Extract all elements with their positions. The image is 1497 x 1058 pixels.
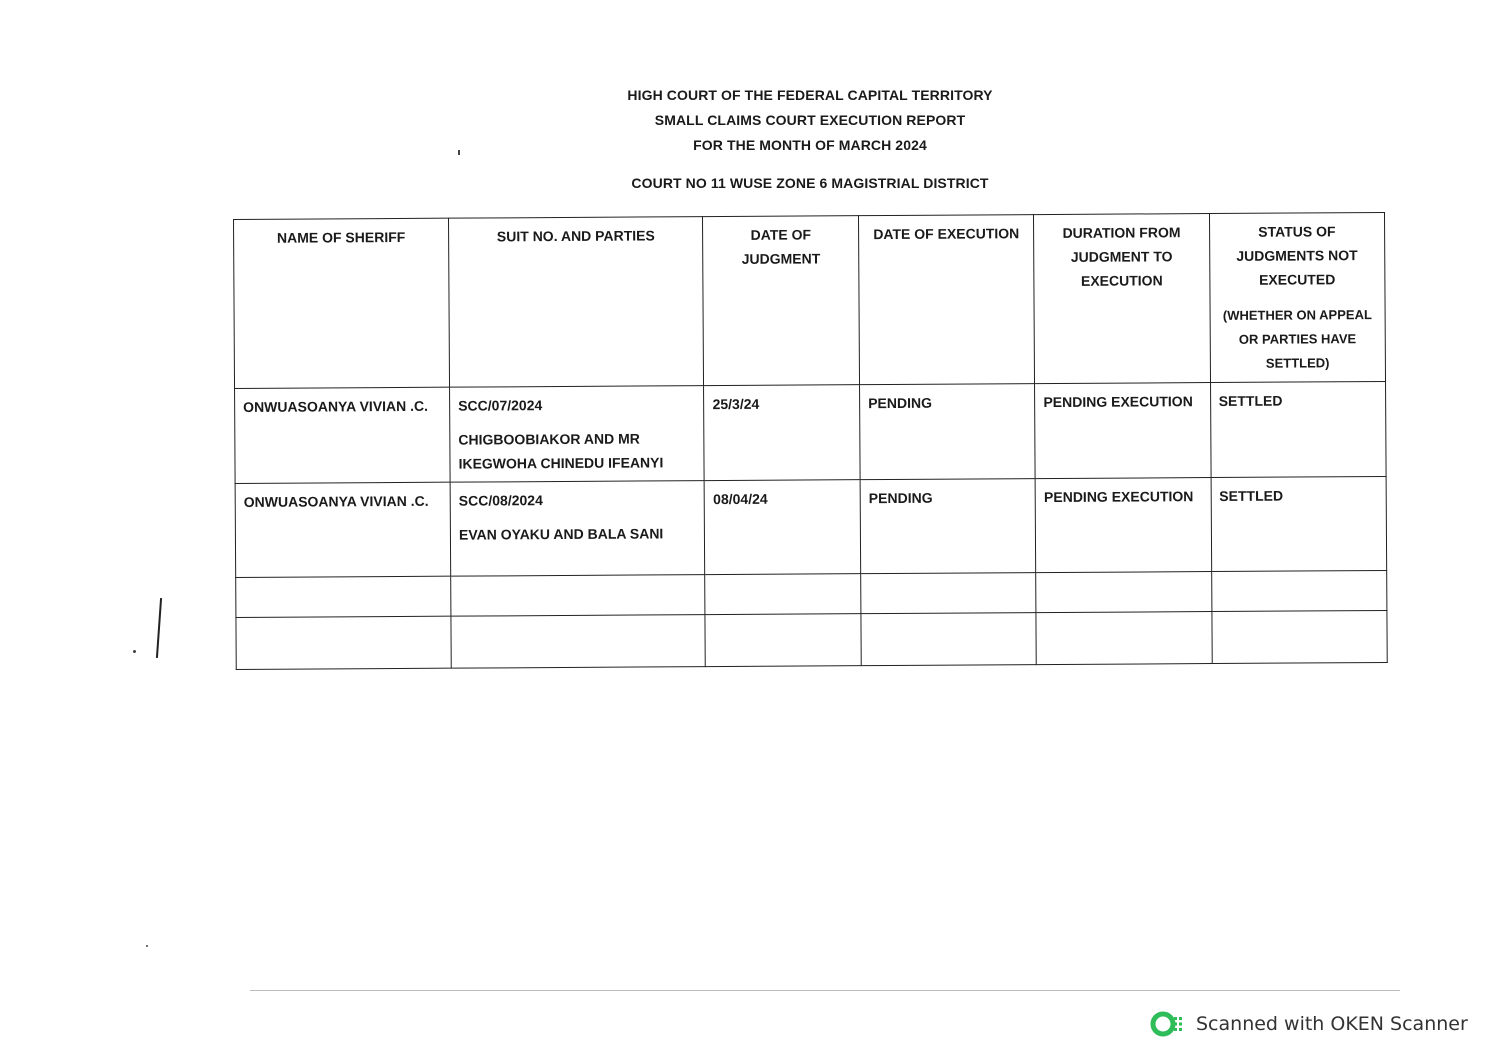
cell-status: SETTLED bbox=[1211, 476, 1387, 571]
cell-execution-date: PENDING bbox=[860, 479, 1036, 574]
column-header-sheriff: NAME OF SHERIFF bbox=[234, 218, 450, 388]
cell-duration: PENDING EXECUTION bbox=[1035, 383, 1211, 479]
cell-empty bbox=[705, 574, 861, 615]
execution-report-table bbox=[233, 212, 1388, 670]
column-header-duration: DURATION FROM JUDGMENT TO EXECUTION bbox=[1034, 214, 1210, 384]
scanner-watermark bbox=[1150, 1008, 1468, 1040]
cell-empty bbox=[861, 573, 1036, 614]
table-row bbox=[235, 476, 1387, 577]
watermark-text: Scanned with OKEN Scanner bbox=[1196, 1013, 1468, 1035]
scan-margin-mark bbox=[156, 598, 162, 658]
table-row bbox=[235, 381, 1387, 483]
suit-parties: EVAN OYAKU AND BALA SANI bbox=[458, 525, 664, 543]
cell-empty bbox=[236, 576, 451, 617]
status-header-note: (WHETHER ON APPEAL OR PARTIES HAVE SETTLED) bbox=[1222, 307, 1372, 371]
cell-empty bbox=[1211, 570, 1387, 611]
suit-number: SCC/08/2024 bbox=[458, 492, 543, 509]
scan-edge-line bbox=[250, 990, 1400, 991]
header-court-name: HIGH COURT OF THE FEDERAL CAPITAL TERRITORY bbox=[627, 87, 993, 103]
cell-empty bbox=[1036, 612, 1212, 665]
cell-execution-date: PENDING bbox=[860, 384, 1036, 480]
suit-number: SCC/07/2024 bbox=[458, 397, 543, 414]
column-header-suit: SUIT NO. AND PARTIES bbox=[449, 217, 704, 388]
cell-sheriff: ONWUASOANYA VIVIAN .C. bbox=[235, 482, 451, 577]
cell-empty bbox=[236, 616, 451, 669]
oken-scanner-logo-icon bbox=[1150, 1011, 1186, 1037]
cell-judgment-date: 25/3/24 bbox=[704, 385, 860, 481]
cell-empty bbox=[451, 615, 706, 669]
cell-empty bbox=[1211, 610, 1387, 663]
header-report-title: SMALL CLAIMS COURT EXECUTION REPORT bbox=[654, 112, 966, 128]
cell-suit bbox=[450, 386, 705, 483]
cell-sheriff: ONWUASOANYA VIVIAN .C. bbox=[235, 387, 451, 483]
column-header-judgment-date: DATE OF JUDGMENT bbox=[703, 216, 860, 386]
table-header-row bbox=[234, 212, 1386, 388]
scan-speck bbox=[133, 650, 136, 653]
cell-duration: PENDING EXECUTION bbox=[1035, 478, 1211, 573]
status-header-label: STATUS OF JUDGMENTS NOT EXECUTED bbox=[1236, 223, 1358, 288]
cell-empty bbox=[451, 575, 706, 617]
table-row-empty bbox=[236, 570, 1387, 617]
suit-parties: CHIGBOOBIAKOR AND MR IKEGWOHA CHINEDU IFEANYI bbox=[458, 430, 664, 472]
cell-suit bbox=[450, 481, 705, 577]
column-header-execution-date: DATE OF EXECUTION bbox=[859, 215, 1035, 385]
cell-empty bbox=[1036, 572, 1211, 613]
header-court-district: COURT NO 11 WUSE ZONE 6 MAGISTRIAL DISTRICT bbox=[631, 175, 989, 191]
cell-empty bbox=[861, 613, 1037, 666]
cell-status: SETTLED bbox=[1210, 381, 1386, 477]
column-header-status bbox=[1209, 212, 1385, 382]
header-report-month: FOR THE MONTH OF MARCH 2024 bbox=[693, 137, 927, 153]
table-row-empty bbox=[236, 610, 1387, 669]
cell-empty bbox=[705, 614, 861, 667]
scan-speck bbox=[458, 150, 460, 155]
scan-speck bbox=[146, 945, 148, 947]
cell-judgment-date: 08/04/24 bbox=[705, 480, 861, 575]
